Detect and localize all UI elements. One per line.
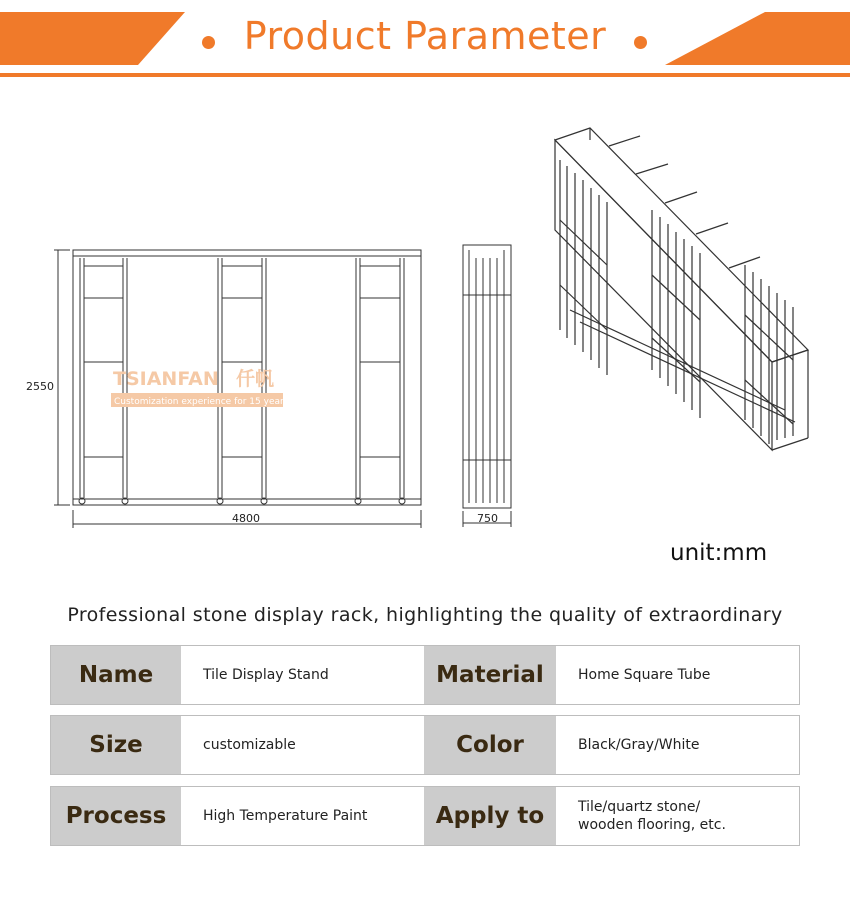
spec-value-color: Black/Gray/White <box>578 737 700 753</box>
spec-label-apply-to: Apply to <box>424 787 556 845</box>
spec-row-2 <box>50 715 800 775</box>
watermark-brand-cn: 仟帆 <box>236 368 275 390</box>
product-subtitle: Professional stone display rack, highlighting the quality of extraordinary <box>67 604 783 626</box>
spec-label-size: Size <box>51 716 181 774</box>
spec-label-process: Process <box>51 787 181 845</box>
banner-underline <box>0 73 850 77</box>
watermark-brand: TSIANFAN <box>113 368 219 390</box>
spec-value-process: High Temperature Paint <box>203 808 368 824</box>
spec-value-apply-to <box>556 787 799 845</box>
spec-row-1 <box>50 645 800 705</box>
side-elevation <box>463 245 511 527</box>
isometric-view <box>555 128 808 450</box>
spec-value-apply-to-line1: Tile/quartz stone/ <box>578 799 701 815</box>
unit-label: unit:mm <box>670 540 768 566</box>
spec-label-material: Material <box>424 646 556 704</box>
rack-drawing <box>0 100 850 540</box>
header-banner <box>0 0 850 80</box>
dim-depth-label: 750 <box>477 512 498 525</box>
watermark-tagline: Customization experience for 15 years <box>114 397 289 407</box>
spec-row-3 <box>50 786 800 846</box>
spec-label-name: Name <box>51 646 181 704</box>
spec-value-material: Home Square Tube <box>578 667 711 683</box>
rack-drawing-svg <box>0 100 850 540</box>
spec-value-name: Tile Display Stand <box>203 667 329 683</box>
spec-value-apply-to-line2: wooden flooring, etc. <box>578 817 726 833</box>
dim-width-label: 4800 <box>232 512 260 525</box>
spec-label-color: Color <box>424 716 556 774</box>
page-title: Product Parameter <box>243 14 607 58</box>
dim-height-label: 2550 <box>26 380 54 393</box>
spec-value-size: customizable <box>203 737 296 753</box>
